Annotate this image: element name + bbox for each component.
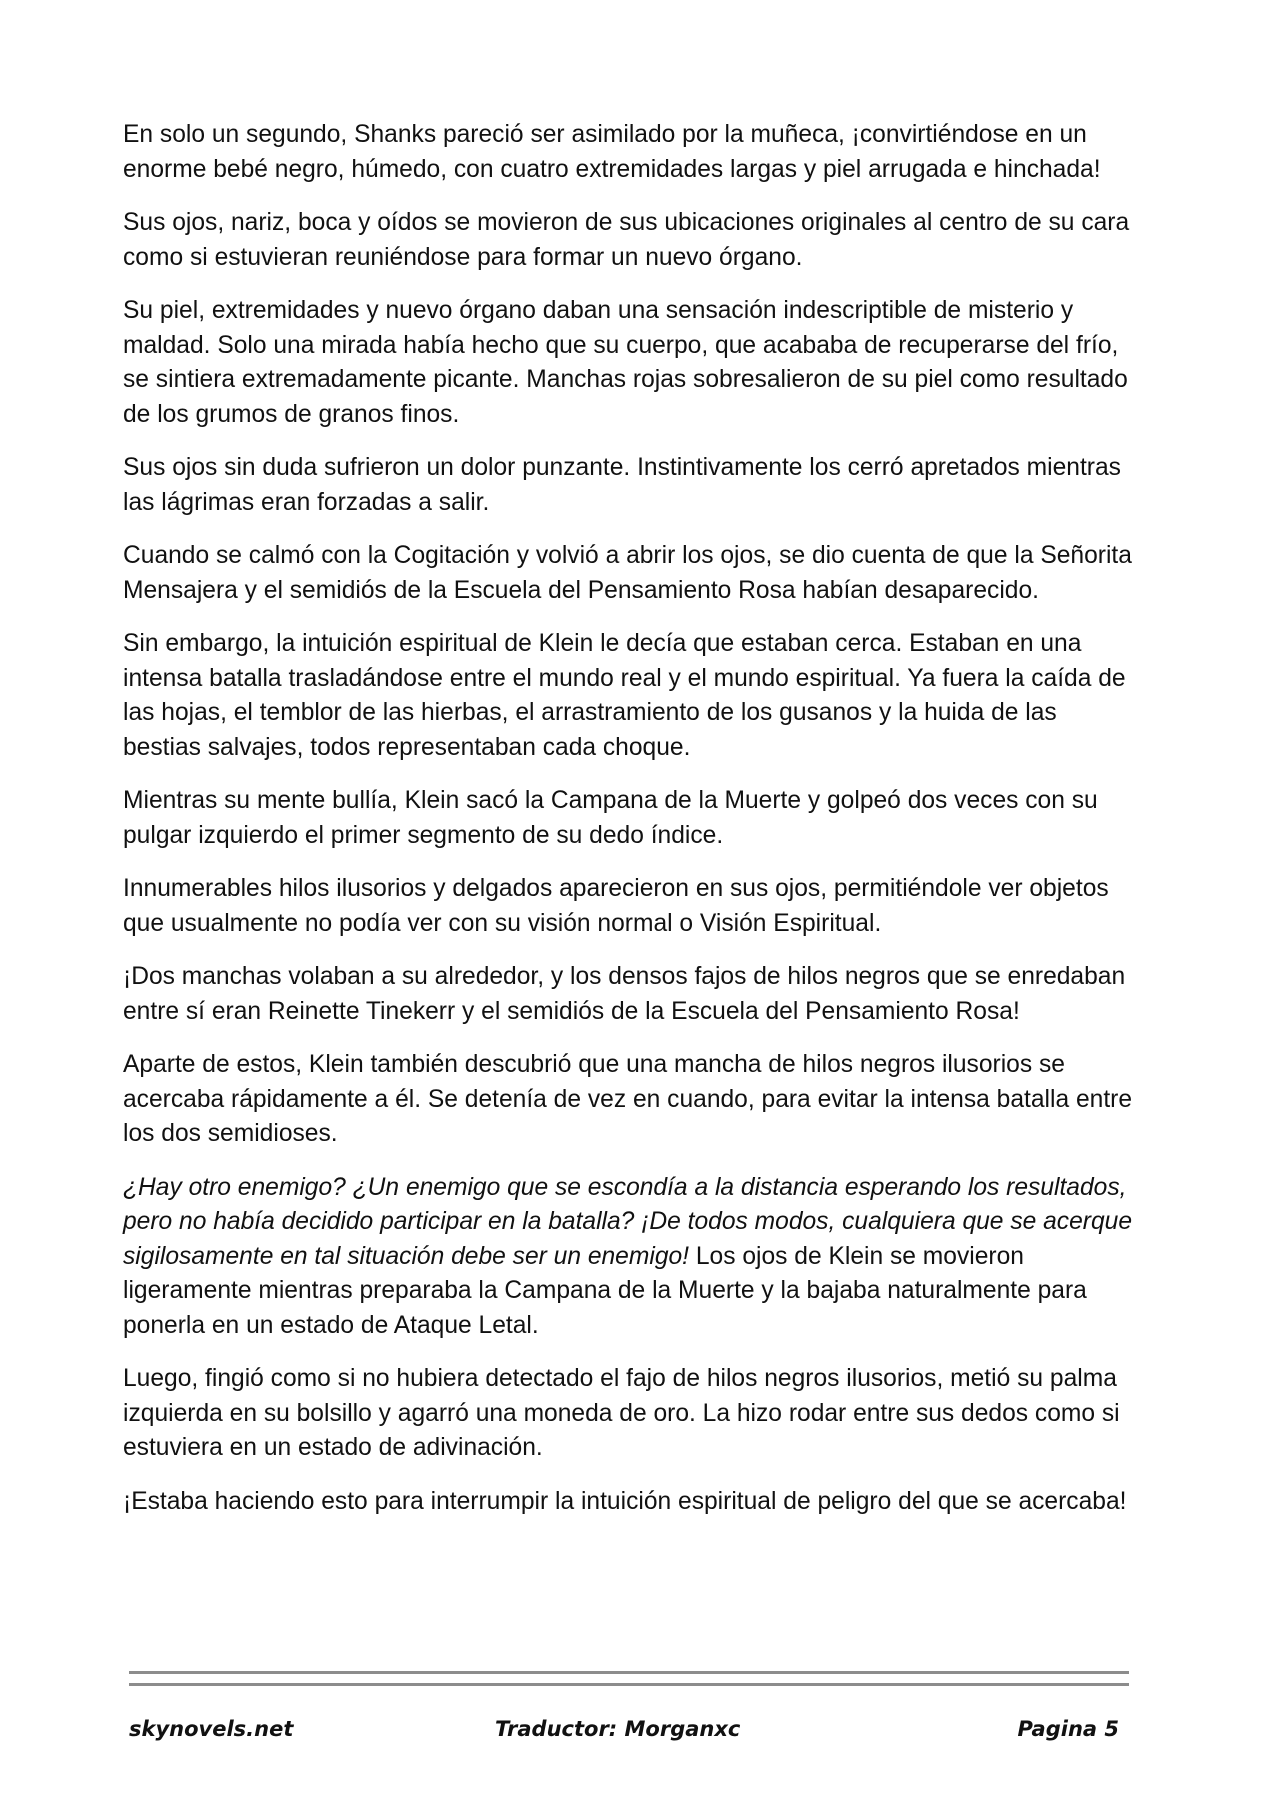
paragraph: Sin embargo, la intuición espiritual de Klein le decía que estaban cerca. Estaban en una intensa batalla trasladándose entre el mundo real y el mundo espiritual. Ya fuera la caída de las hojas, el temblor de las hierbas, el arrastramiento de los gusanos y la huida de las bestias salvajes, todos representaban cada choque. — [123, 630, 1126, 761]
paragraph: ¡Dos manchas volaban a su alrededor, y los densos fajos de hilos negros que se enredaban entre sí eran Reinette Tinekerr y el semidiós de la Escuela del Pensamiento Rosa! — [123, 963, 1126, 1025]
paragraph: En solo un segundo, Shanks pareció ser asimilado por la muñeca, ¡convirtiéndose en un enorme bebé negro, húmedo, con cuatro extremidades largas y piel arrugada e hinchada! — [123, 121, 1101, 183]
footer-page-number: Pagina 5 — [1017, 1717, 1119, 1741]
paragraph: Aparte de estos, Klein también descubrió que una mancha de hilos negros ilusorios se acercaba rápidamente a él. Se detenía de vez en cuando, para evitar la intensa batalla entre los dos semidioses. — [123, 1051, 1133, 1147]
paragraph: Sus ojos, nariz, boca y oídos se movieron de sus ubicaciones originales al centro de su cara como si estuvieran reuniéndose para formar un nuevo órgano. — [123, 209, 1130, 271]
footer-translator: Traductor: Morganxc — [495, 1717, 741, 1741]
footer-site: skynovels.net — [129, 1717, 294, 1741]
paragraph: Innumerables hilos ilusorios y delgados aparecieron en sus ojos, permitiéndole ver objetos que usualmente no podía ver con su visión normal o Visión Espiritual. — [123, 875, 1109, 937]
paragraph: ¡Estaba haciendo esto para interrumpir la intuición espiritual de peligro del que se acercaba! — [123, 1487, 1127, 1515]
paragraph: Mientras su mente bullía, Klein sacó la Campana de la Muerte y golpeó dos veces con su pulgar izquierdo el primer segmento de su dedo índice. — [123, 787, 1098, 849]
footer-divider-bottom — [129, 1683, 1129, 1686]
paragraph-mixed — [123, 1171, 1133, 1344]
paragraph: Su piel, extremidades y nuevo órgano daban una sensación indescriptible de misterio y maldad. Solo una mirada había hecho que su cuerpo, que acababa de recuperarse del frío, se sintiera extremadamente picante. Manchas rojas sobresalieron de su piel como resultado de los grumos de granos finos. — [123, 297, 1128, 428]
paragraph: Sus ojos sin duda sufrieron un dolor punzante. Instintivamente los cerró apretados mientras las lágrimas eran forzadas a salir. — [123, 454, 1121, 516]
paragraph: Luego, fingió como si no hubiera detectado el fajo de hilos negros ilusorios, metió su palma izquierda en su bolsillo y agarró una moneda de oro. La hizo rodar entre sus dedos como si estuviera en un estado de adivinación. — [123, 1365, 1120, 1461]
paragraph-continuation: Los ojos de Klein se movieron ligeramente mientras preparaba la Campana de la Muerte y la bajaba naturalmente para ponerla en un estado de Ataque Letal. — [123, 1242, 1087, 1339]
body-text — [123, 118, 1133, 1538]
paragraph: Cuando se calmó con la Cogitación y volvió a abrir los ojos, se dio cuenta de que la Señorita Mensajera y el semidiós de la Escuela del Pensamiento Rosa habían desaparecido. — [123, 542, 1132, 604]
footer-divider-top — [129, 1671, 1129, 1674]
inner-thought-text: ¿Hay otro enemigo? ¿Un enemigo que se escondía a la distancia esperando los resultados, pero no había decidido participar en la batalla? ¡De todos modos, cualquiera que se acerque sigilosamente en tal situación debe ser un enemigo! — [123, 1173, 1133, 1270]
